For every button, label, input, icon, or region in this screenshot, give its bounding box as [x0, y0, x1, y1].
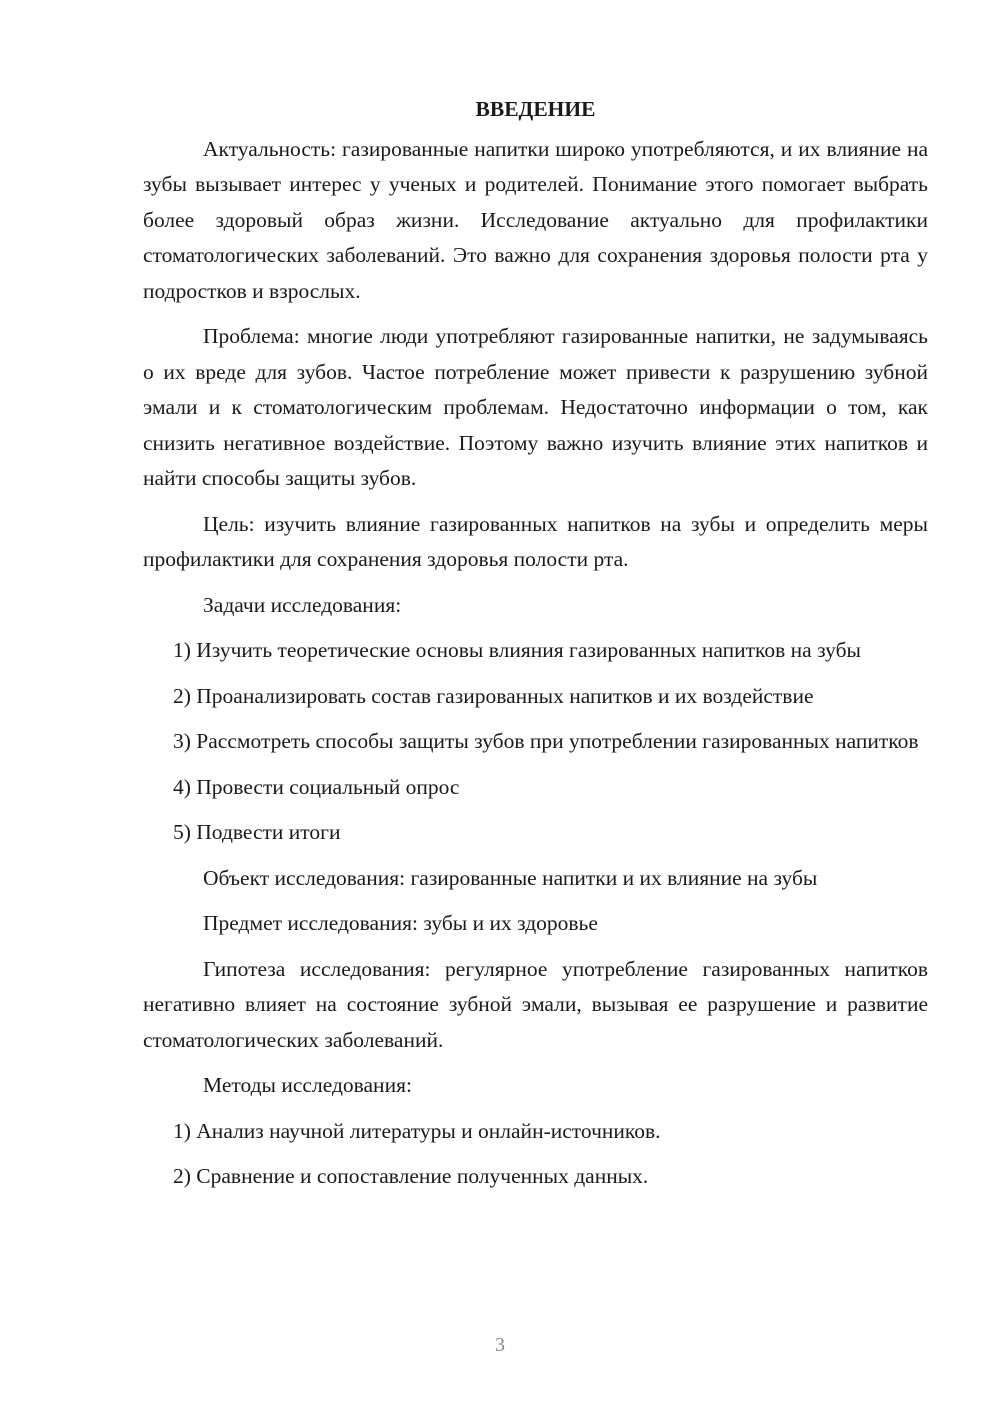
methods-title: Методы исследования:: [203, 1073, 412, 1097]
research-object: Объект исследования: газированные напитки и их влияние на зубы: [203, 865, 818, 890]
tasks-title: Задачи исследования:: [203, 592, 402, 617]
method-item: 2) Сравнение и сопоставление полученных данных.: [173, 1164, 649, 1188]
relevance-paragraph: Актуальность: газированные напитки широко употребляются, и их влияние на зубы вызывает интерес у ученых и родителей. Понимание этого помогает выбрать более здоровый образ жизни. Исследование актуально для профилактики стоматологических заболеваний. Это важно для сохранения здоровья полости рта у подростков и взрослых.: [143, 136, 928, 303]
task-item: 2) Проанализировать состав газированных напитков и их воздействие: [173, 683, 814, 708]
research-subject: Предмет исследования: зубы и их здоровье: [203, 911, 598, 935]
task-item: 5) Подвести итоги: [173, 820, 341, 844]
task-item: 4) Провести социальный опрос: [173, 774, 460, 799]
task-item: 3) Рассмотреть способы защиты зубов при употреблении газированных напитков: [173, 729, 919, 753]
section-heading: ВВЕДЕНИЕ: [475, 97, 596, 121]
problem-paragraph: Проблема: многие люди употребляют газированные напитки, не задумываясь о их вреде для зубов. Частое потребление может привести к разрушению зубной эмали и к стоматологическим проблемам. Недостаточно информации о том, как снизить негативное воздействие. Поэтому важно изучить влияние этих напитков и найти способы защиты зубов.: [143, 324, 928, 490]
page-number: 3: [495, 1334, 505, 1356]
task-item: 1) Изучить теоретические основы влияния газированных напитков на зубы: [173, 638, 861, 662]
hypothesis-paragraph: Гипотеза исследования: регулярное употребление газированных напитков негативно влияет на состояние зубной эмали, вызывая ее разрушение и развитие стоматологических заболеваний.: [143, 956, 928, 1052]
method-item: 1) Анализ научной литературы и онлайн-источников.: [173, 1118, 661, 1143]
goal-paragraph: Цель: изучить влияние газированных напитков на зубы и определить меры профилактики для сохранения здоровья полости рта.: [143, 511, 928, 571]
document-page: [143, 92, 928, 1205]
